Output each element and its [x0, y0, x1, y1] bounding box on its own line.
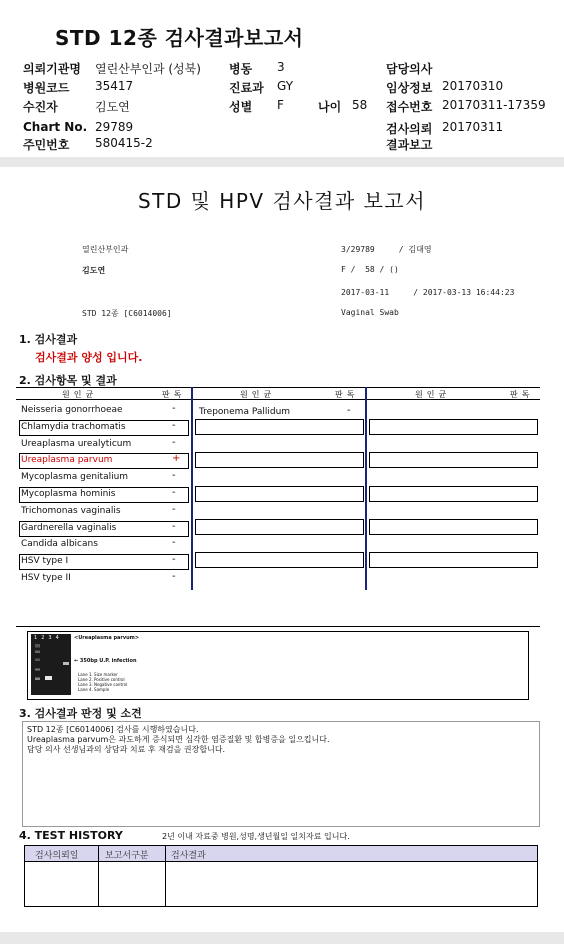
opinion-text — [27, 725, 330, 755]
pathogen-result: - — [172, 419, 176, 431]
request-value: 20170311 — [442, 120, 504, 134]
pathogen-name: Ureaplasma urealyticum — [21, 438, 132, 449]
report-specimen: Vaginal Swab — [341, 308, 399, 317]
pathogen-result: - — [172, 537, 176, 549]
col-pathogen-3: 원인균 — [415, 390, 451, 399]
col-judge-1: 판독 — [162, 390, 186, 399]
chart-label: Chart No. — [23, 120, 88, 134]
pathogen-name: Neisseria gonorrhoeae — [21, 405, 123, 415]
history-col-date: 검사의뢰일 — [35, 851, 79, 861]
table-divider-2 — [365, 387, 367, 590]
pathogen-result: - — [172, 436, 176, 448]
age-label: 나이 — [318, 100, 342, 114]
gel-image-frame — [27, 631, 529, 700]
clinical-value: 20170310 — [442, 79, 504, 93]
empty-result-box — [195, 452, 364, 468]
pathogen-result: - — [172, 470, 176, 482]
opinion-line-1: STD 12종 [C6014006] 검사를 시행하였습니다. — [27, 725, 199, 734]
request-label: 검사의뢰 — [386, 122, 433, 136]
empty-result-box — [369, 486, 538, 502]
legend-lane-4: Lane 4. Sample — [78, 687, 110, 692]
pathogen-result: + — [172, 453, 181, 465]
patient-label: 수진자 — [23, 100, 58, 114]
table-top-rule — [16, 387, 540, 388]
pathogen-result: - — [172, 554, 176, 566]
report-title: STD 및 HPV 검사결과 보고서 — [137, 189, 427, 213]
report-doctor: 3/29789 / 김대영 — [341, 245, 432, 254]
report-dates: 2017-03-11 / 2017-03-13 16:44:23 — [341, 288, 515, 297]
report-label: 결과보고 — [386, 138, 433, 152]
page-bottom-separator — [0, 932, 564, 944]
history-col-divider-1 — [98, 846, 99, 906]
positive-result-text: 검사결과 양성 입니다. — [35, 351, 143, 364]
history-note: 2년 이내 자료중 병원,성명,생년월일 일치자료 입니다. — [162, 832, 350, 841]
legend-lane-1: Lane 1. Size marker — [78, 672, 118, 677]
sample-band — [63, 662, 69, 665]
id-value: 580415-2 — [95, 136, 153, 150]
lane-2: 2 — [41, 635, 49, 641]
patient-value: 김도연 — [95, 100, 130, 114]
dept-label: 진료과 — [229, 81, 264, 95]
dept-value: GY — [277, 79, 294, 93]
pathogen-name: Gardnerella vaginalis — [21, 522, 117, 533]
col-judge-3: 판독 — [510, 390, 534, 399]
lane-3: 3 — [48, 635, 56, 641]
col-pathogen-2: 원인균 — [240, 390, 276, 399]
gel-lane-numbers — [34, 635, 63, 641]
report-demographics: F / 58 / () — [341, 265, 399, 274]
section1-title: 1. 검사결과 — [19, 333, 78, 346]
gel-caption-title: <Ureaplasma parvum> — [74, 635, 140, 641]
pathogen-result: - — [172, 403, 176, 414]
clinical-label: 임상정보 — [386, 81, 433, 95]
history-col-result: 검사결과 — [171, 851, 206, 861]
pathogen-name: Trichomonas vaginalis — [21, 505, 121, 516]
legend-lane-3: Lane 3. Negative control — [78, 682, 128, 687]
pathogen-name: Mycoplasma hominis — [21, 489, 116, 499]
pathogen-result: - — [172, 503, 176, 515]
gel-legend — [78, 672, 127, 692]
section2-title: 2. 검사항목 및 결과 — [19, 374, 117, 387]
page-separator — [0, 157, 564, 167]
pathogen-name: Ureaplasma parvum — [21, 455, 113, 466]
treponema-value: - — [347, 405, 351, 416]
empty-result-box — [369, 519, 538, 535]
receipt-value: 20170311-17359 — [442, 98, 546, 112]
empty-result-box — [369, 419, 538, 435]
treponema-name: Treponema Pallidum — [199, 407, 291, 417]
code-label: 병원코드 — [23, 81, 70, 95]
pathogen-name: HSV type I — [21, 556, 69, 567]
pathogen-result: - — [172, 520, 176, 532]
chart-value: 29789 — [95, 120, 134, 134]
ward-label: 병동 — [229, 62, 253, 76]
history-col-type: 보고서구분 — [105, 851, 149, 861]
legend-lane-2: Lane 2. Positive control — [78, 677, 125, 682]
id-label: 주민번호 — [23, 138, 70, 152]
report-header — [0, 0, 564, 163]
lane-4: 4 — [55, 635, 63, 641]
pathogen-name: HSV type II — [21, 573, 71, 583]
doctor-label: 담당의사 — [386, 62, 433, 76]
positive-band — [45, 676, 52, 680]
history-col-divider-2 — [165, 846, 166, 906]
history-header-row — [25, 846, 537, 862]
size-marker-lane — [35, 644, 40, 686]
pathogen-name: Candida albicans — [21, 539, 98, 550]
section2-bottom-rule — [16, 626, 540, 627]
section4-title: 4. TEST HISTORY — [19, 829, 123, 842]
sex-value: F — [277, 98, 284, 112]
table-divider-1 — [191, 387, 193, 590]
opinion-line-2: Ureaplasma parvum은 과도하게 증식되면 심각한 염증질환 및 합병증을 일으킵니다. — [27, 735, 330, 744]
opinion-line-3: 담당 의사 선생님과의 상담과 치료 후 재검을 권장합니다. — [27, 745, 226, 754]
ward-value: 3 — [277, 60, 285, 74]
report-patient: 김도연 — [82, 266, 106, 275]
empty-result-box — [369, 552, 538, 568]
receipt-label: 접수번호 — [386, 100, 433, 114]
section3-title: 3. 검사결과 판정 및 소견 — [19, 707, 142, 720]
pathogen-result: - — [172, 487, 176, 498]
report-test-code: STD 12종 [C6014006] — [82, 309, 172, 318]
empty-result-box — [195, 552, 364, 568]
gel-band-label: ← 350bp U.P. infection — [74, 658, 137, 664]
header-title: STD 12종 검사결과보고서 — [55, 26, 304, 50]
col-pathogen-1: 원인균 — [62, 390, 98, 399]
age-value: 58 — [352, 98, 368, 112]
opinion-box — [22, 721, 540, 827]
col-judge-2: 판독 — [335, 390, 359, 399]
gel-image — [31, 634, 71, 695]
empty-result-box — [195, 486, 364, 502]
pathogen-name: Chlamydia trachomatis — [21, 421, 126, 432]
report-hospital: 열린산부인과 — [82, 245, 129, 254]
code-value: 35417 — [95, 79, 134, 93]
history-table — [24, 845, 538, 907]
hospital-value: 열린산부인과 (성북) — [95, 62, 201, 76]
empty-result-box — [195, 419, 364, 435]
hospital-label: 의뢰기관명 — [23, 62, 81, 76]
empty-result-box — [369, 452, 538, 468]
pathogen-result: - — [172, 571, 176, 582]
lane-1: 1 — [34, 635, 42, 641]
empty-result-box — [195, 519, 364, 535]
pathogen-name: Mycoplasma genitalium — [21, 472, 129, 483]
sex-label: 성별 — [229, 100, 253, 114]
